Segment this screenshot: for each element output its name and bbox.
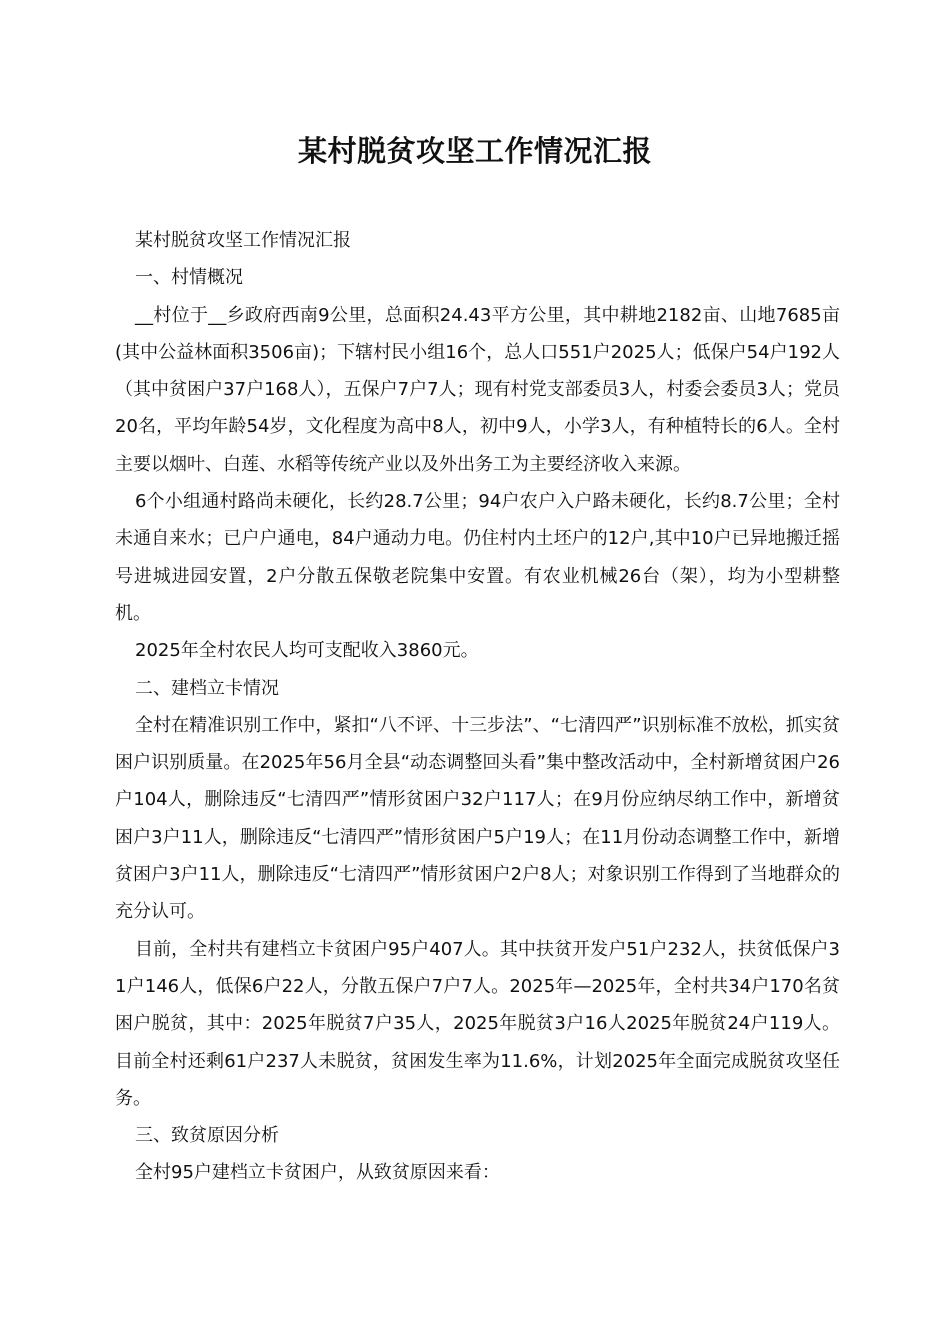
paragraph-identification: 全村在精准识别工作中，紧扣“八不评、十三步法”、“七清四严”识别标准不放松，抓实贫困户识别质量。在2025年56月全县“动态调整回头看”集中整改活动中，全村新增贫困户26户104人，删除违反“七清四严”情形贫困户32户117人；在9月份应纳尽纳工作中，新增贫困户3户11人，删除违反“七清四严”情形贫困户5户19人；在11月份动态调整工作中，新增贫困户3户11人，删除违反“七清四严”情形贫困户2户8人；对象识别工作得到了当地群众的充分认可。 xyxy=(115,714,840,923)
section-heading-village-overview: 一、村情概况 xyxy=(135,267,243,289)
document-body xyxy=(115,222,840,1192)
paragraph-poverty-causes-intro: 全村95户建档立卡贫困户，从致贫原因来看： xyxy=(135,1162,500,1184)
paragraph-village-overview: __村位于__乡政府西南9公里，总面积24.43平方公里，其中耕地2182亩、山地7685亩(其中公益林面积3506亩)；下辖村民小组16个，总人口551户2025人；低保户54户192人（其中贫困户37户168人），五保户7户7人；现有村党支部委员3人，村委会委员3人；党员20名，平均年龄54岁，文化程度为高中8人，初中9人，小学3人，有种植特长的6人。全村主要以烟叶、白莲、水稻等传统产业以及外出务工为主要经济收入来源。 xyxy=(115,304,840,475)
paragraph-heading-repeat: 某村脱贫攻坚工作情况汇报 xyxy=(135,230,351,251)
paragraph-income: 2025年全村农民人均可支配收入3860元。 xyxy=(135,640,479,662)
document-title: 某村脱贫攻坚工作情况汇报 xyxy=(297,134,652,168)
section-heading-poverty-causes: 三、致贫原因分析 xyxy=(135,1125,279,1147)
section-heading-registration: 二、建档立卡情况 xyxy=(135,677,279,699)
paragraph-infrastructure: 6个小组通村路尚未硬化，长约28.7公里；94户农户入户路未硬化，长约8.7公里；全村未通自来水；已户户通电，84户通动力电。仍住村内土坯户的12户,其中10户已异地搬迁摇号进城进园安置，2户分散五保敬老院集中安置。有农业机械26台（架），均为小型耕整机。 xyxy=(115,491,840,624)
paragraph-current-status: 目前，全村共有建档立卡贫困户95户407人。其中扶贫开发户51户232人，扶贫低保户31户146人，低保6户22人，分散五保户7户7人。2025年—2025年，全村共34户170名贫困户脱贫，其中：2025年脱贫7户35人，2025年脱贫3户16人2025年脱贫24户119人。目前全村还剩61户237人未脱贫，贫困发生率为11.6%，计划2025年全面完成脱贫攻坚任务。 xyxy=(115,938,840,1109)
